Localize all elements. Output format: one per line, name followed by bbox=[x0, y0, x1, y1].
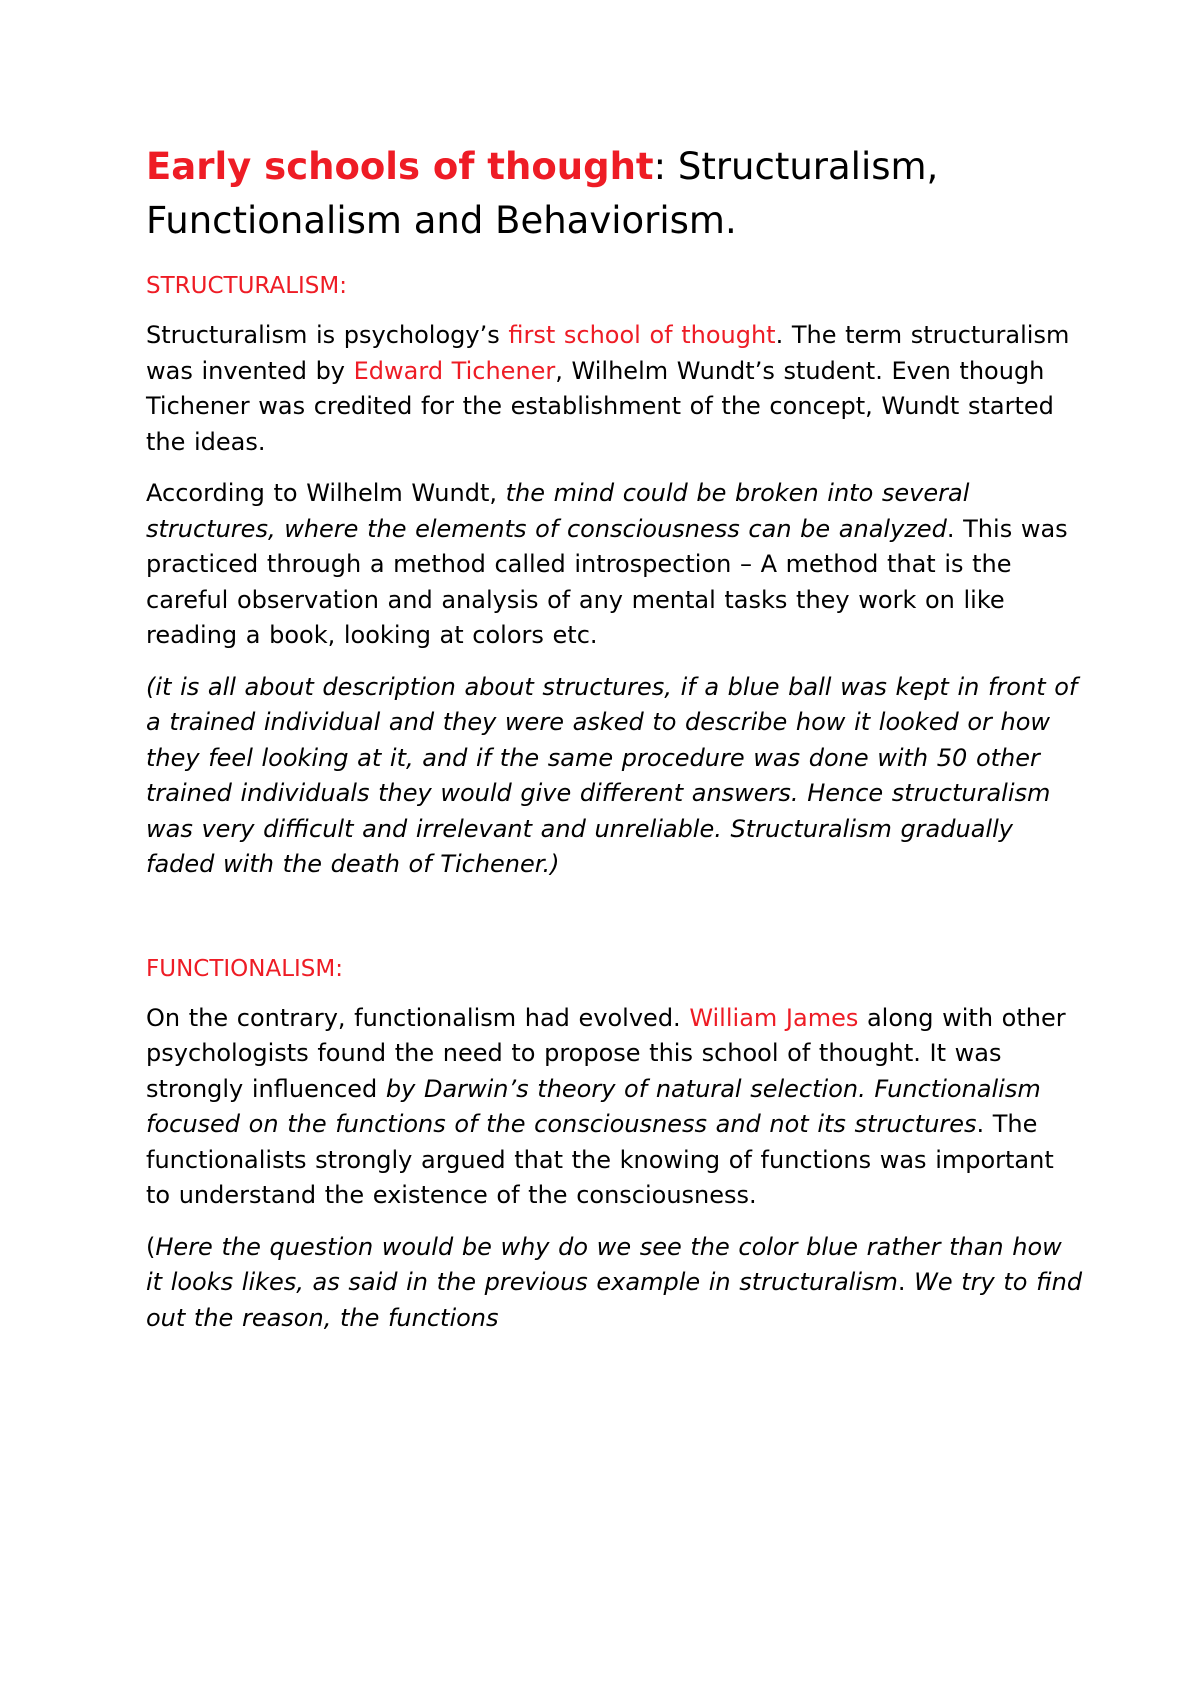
document-title-main: Early schools of thought bbox=[146, 145, 654, 188]
section-heading-functionalism: FUNCTIONALISM: bbox=[146, 955, 343, 982]
highlight-william-james: William James bbox=[689, 1003, 859, 1032]
document-title bbox=[146, 140, 1086, 248]
structuralism-paragraph-3: (it is all about description about structures, if a blue ball was kept in front of a trained individual and they were asked to describe how it looked or how they feel looking at it, and if the same procedure was done with 50 other trained individuals they would give different answers. Hence structuralism was very difficult and irrelevant and unreliable. Structuralism gradually faded with the death of Tichener.) bbox=[146, 672, 1078, 878]
highlight-edward-tichener: Edward Tichener bbox=[353, 356, 556, 385]
darwin-influence: by Darwin’s theory of natural selection. Functionalism focused on the functions of the consciousness and not its structures bbox=[146, 1074, 1041, 1138]
text-run: According to Wilhelm Wundt, bbox=[146, 479, 506, 507]
text-run: . The functionalists strongly argued that the knowing of functions was important to understand the existence of the consciousness. bbox=[146, 1110, 1054, 1209]
functionalism-example-continued: We try to find out the reason, the functions bbox=[146, 1268, 1083, 1332]
text-run: . bbox=[897, 1268, 906, 1296]
text-run: , Wilhelm Wundt’s student. Even though Tichener was credited for the establishment of the concept, Wundt started the ideas. bbox=[146, 356, 1054, 456]
structuralism-paragraph-2 bbox=[146, 476, 1086, 654]
text-run: ( bbox=[146, 1232, 156, 1261]
wundt-quote: the mind could be broken into several structures, where the elements of consciousness can be analyzed bbox=[146, 479, 970, 543]
text-run: . This was practiced through a method called introspection – A method that is the careful observation and analysis of any mental tasks they work on like reading a book, looking at colors etc. bbox=[146, 514, 1068, 649]
text-run: . The term structuralism was invented by bbox=[146, 321, 1070, 385]
functionalism-paragraph-1 bbox=[146, 1001, 1086, 1214]
highlight-first-school: first school of thought bbox=[508, 321, 776, 349]
section-heading-structuralism: STRUCTURALISM: bbox=[146, 273, 347, 299]
document-title-colon: : bbox=[653, 145, 667, 188]
functionalism-example: Here the question would be why do we see the color blue rather than how it looks likes, as said in the previous example in structuralism bbox=[146, 1232, 1062, 1296]
functionalism-paragraph-2 bbox=[146, 1230, 1086, 1337]
text-run: along with other psychologists found the need to propose this school of thought. It was strongly influenced bbox=[146, 1003, 1066, 1103]
document-page bbox=[146, 140, 1086, 1336]
structuralism-paragraph-1 bbox=[146, 318, 1086, 460]
text-run: On the contrary, functionalism had evolved. bbox=[146, 1003, 690, 1032]
text-run: Structuralism is psychology’s bbox=[146, 321, 509, 349]
document-title-sub: Structuralism, Functionalism and Behaviorism. bbox=[146, 145, 939, 242]
